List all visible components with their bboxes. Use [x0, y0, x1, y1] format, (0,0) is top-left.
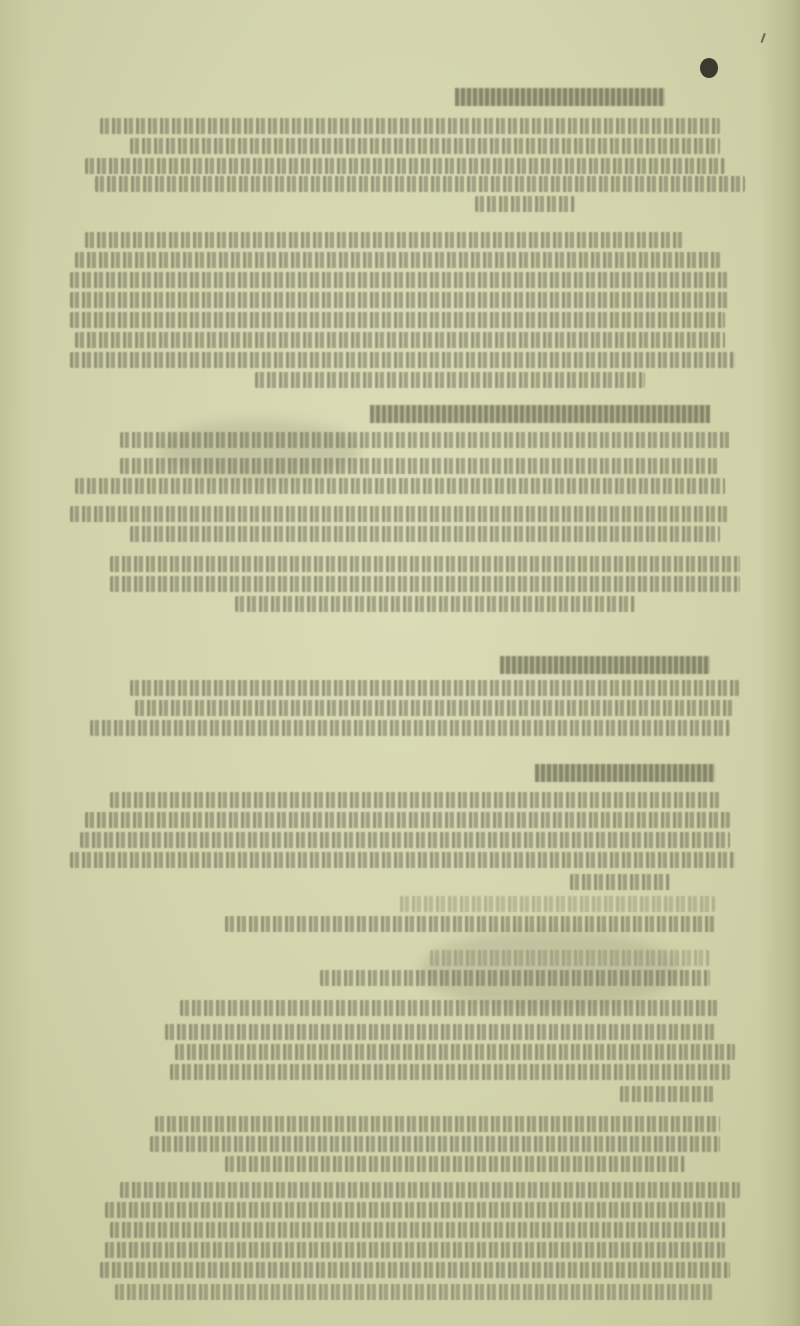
text-line [255, 372, 645, 388]
text-line [130, 526, 720, 542]
text-line [170, 1064, 730, 1080]
text-line [110, 556, 740, 572]
page-left-shadow [0, 0, 30, 1326]
text-line [85, 158, 725, 174]
text-line [75, 252, 720, 268]
text-line [180, 1000, 720, 1016]
text-line [70, 292, 730, 308]
text-line [620, 1086, 715, 1102]
text-line [130, 138, 720, 154]
text-line [85, 232, 685, 248]
text-line [120, 432, 730, 448]
text-line [175, 1044, 735, 1060]
text-line [85, 812, 730, 828]
text-line [80, 832, 730, 848]
text-line [225, 916, 715, 932]
text-line [100, 118, 720, 134]
text-line [150, 1136, 720, 1152]
text-line [70, 352, 735, 368]
text-line [70, 506, 730, 522]
mirrored-heading [455, 88, 665, 106]
text-line [105, 1242, 725, 1258]
text-line [235, 596, 635, 612]
text-line [70, 312, 725, 328]
text-line [475, 196, 575, 212]
text-line [90, 720, 730, 736]
text-line [430, 950, 710, 966]
mirrored-heading [500, 656, 710, 674]
text-line [110, 792, 720, 808]
text-line [570, 874, 670, 890]
text-line [400, 896, 715, 912]
text-line [115, 1284, 715, 1300]
text-line [135, 700, 735, 716]
text-line [100, 1262, 730, 1278]
text-line [75, 332, 725, 348]
text-line [130, 680, 740, 696]
text-line [120, 1182, 740, 1198]
mirrored-heading [535, 764, 715, 782]
ink-blot [700, 58, 718, 78]
text-line [70, 852, 735, 868]
text-line [120, 458, 720, 474]
text-line [70, 272, 730, 288]
text-line [95, 176, 745, 192]
page-right-shadow [760, 0, 800, 1326]
text-line [75, 478, 725, 494]
text-line [155, 1116, 720, 1132]
text-line [320, 970, 710, 986]
text-line [110, 1222, 725, 1238]
text-line [165, 1024, 715, 1040]
text-line [110, 576, 740, 592]
mirrored-heading [370, 405, 710, 423]
text-line [225, 1156, 685, 1172]
text-line [105, 1202, 725, 1218]
